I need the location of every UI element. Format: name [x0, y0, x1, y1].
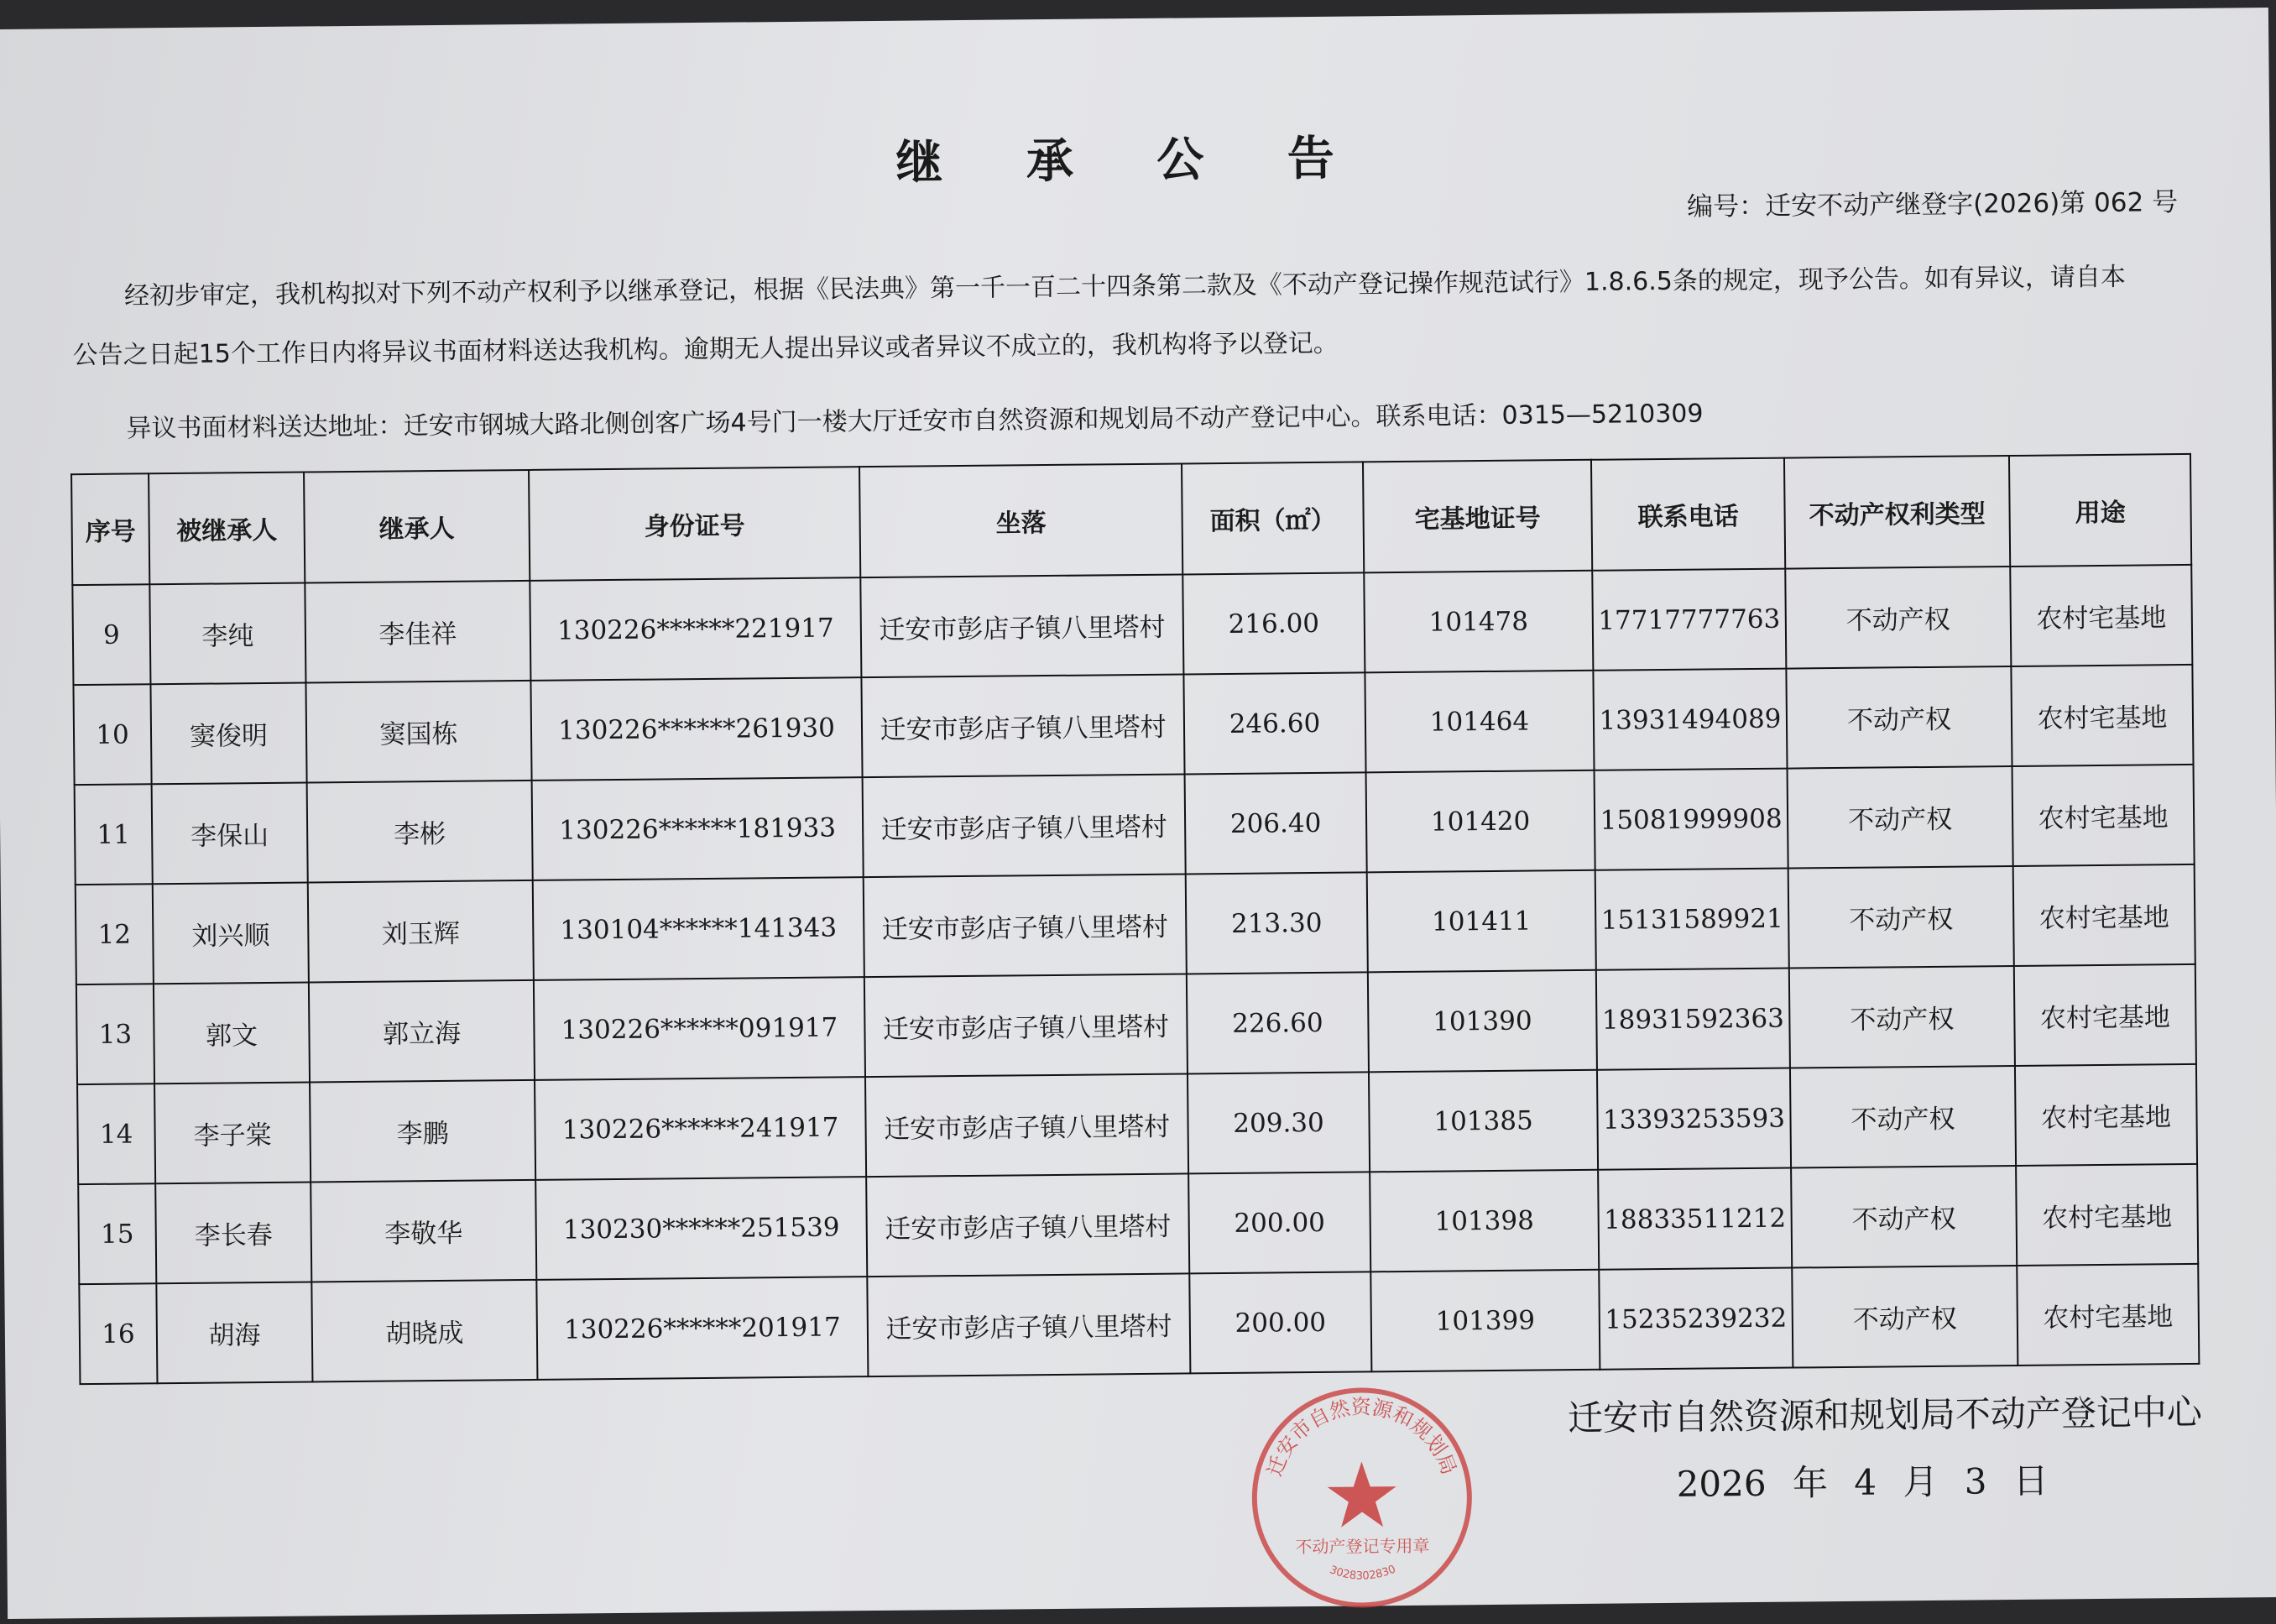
column-header: 面积（㎡） — [1182, 462, 1364, 574]
table-cell: 李佳祥 — [305, 581, 530, 683]
table-cell: 130104******141343 — [533, 877, 864, 980]
table-cell: 130226******201917 — [536, 1277, 868, 1380]
table-cell: 李保山 — [152, 783, 308, 885]
table-cell: 农村宅基地 — [2012, 765, 2195, 866]
table-cell: 刘玉辉 — [308, 880, 534, 983]
table-cell: 不动产权 — [1792, 1266, 2018, 1368]
column-header: 用途 — [2009, 454, 2191, 567]
table-cell: 9 — [72, 584, 150, 685]
table-cell: 14 — [77, 1084, 155, 1184]
table-cell: 130226******091917 — [534, 977, 865, 1080]
table-cell: 226.60 — [1187, 972, 1369, 1073]
table-cell: 13 — [76, 984, 154, 1084]
table-cell: 迁安市彭店子镇八里塔村 — [864, 874, 1187, 977]
table-cell: 不动产权 — [1788, 866, 2014, 969]
table-cell: 213.30 — [1186, 872, 1368, 974]
table-cell: 206.40 — [1185, 772, 1367, 874]
table-cell: 李长春 — [155, 1182, 311, 1283]
column-header: 被继承人 — [149, 473, 305, 585]
table-row — [79, 1264, 2199, 1384]
table-cell: 不动产权 — [1786, 666, 2012, 769]
seal-graphic — [1248, 1383, 1477, 1612]
table-cell: 15081999908 — [1595, 769, 1788, 870]
table-cell: 11 — [75, 784, 153, 885]
table-cell: 130226******221917 — [530, 577, 861, 681]
table-cell: 200.00 — [1188, 1172, 1370, 1273]
table-cell: 迁安市彭店子镇八里塔村 — [861, 674, 1184, 777]
table-cell: 农村宅基地 — [2016, 1164, 2198, 1266]
table-cell: 李彬 — [307, 781, 533, 883]
table-cell: 101390 — [1368, 970, 1597, 1073]
column-header: 序号 — [71, 473, 149, 585]
table-cell: 17717777763 — [1592, 569, 1786, 671]
table-cell: 101385 — [1369, 1070, 1598, 1172]
table-cell: 农村宅基地 — [2015, 1064, 2197, 1166]
seal-ring — [1254, 1389, 1470, 1606]
table-cell: 13931494089 — [1593, 669, 1787, 770]
table-cell: 130226******241917 — [535, 1077, 866, 1180]
table-cell: 李鹏 — [310, 1080, 535, 1183]
table-cell: 不动产权 — [1791, 1166, 2017, 1268]
table-cell: 246.60 — [1183, 672, 1365, 774]
table-cell: 200.00 — [1189, 1272, 1371, 1373]
table-cell: 130226******261930 — [530, 677, 862, 781]
table-cell: 郭立海 — [309, 980, 535, 1083]
table-cell: 农村宅基地 — [2017, 1264, 2199, 1366]
table-cell: 李敬华 — [311, 1180, 536, 1282]
table-cell: 迁安市彭店子镇八里塔村 — [865, 1073, 1188, 1177]
table-cell: 不动产权 — [1788, 766, 2013, 869]
table-cell: 13393253593 — [1597, 1068, 1791, 1170]
notice-document — [0, 8, 2276, 1619]
table-cell: 130230******251539 — [535, 1177, 867, 1280]
issuing-organization: 迁安市自然资源和规划局不动产登记中心 — [1567, 1391, 2203, 1439]
table-cell: 胡海 — [156, 1282, 312, 1383]
table-cell: 130226******181933 — [532, 777, 864, 880]
table-cell: 迁安市彭店子镇八里塔村 — [864, 974, 1188, 1077]
table-cell: 农村宅基地 — [2014, 964, 2196, 1066]
table-cell: 10 — [73, 684, 151, 785]
table-cell: 18931592363 — [1596, 969, 1790, 1070]
seal-bottom-text: 不动产登记专用章 — [1295, 1535, 1430, 1558]
table-cell: 209.30 — [1188, 1072, 1370, 1173]
table-cell: 101420 — [1366, 770, 1595, 873]
table-cell: 16 — [79, 1283, 157, 1384]
issue-date: 2026 年 4 月 3 日 — [1676, 1460, 2049, 1505]
table-cell: 迁安市彭店子镇八里塔村 — [866, 1173, 1189, 1277]
table-cell: 窦俊明 — [150, 683, 306, 785]
table-header-row — [71, 454, 2191, 585]
table-cell: 迁安市彭店子镇八里塔村 — [867, 1273, 1190, 1376]
star-icon — [1327, 1461, 1396, 1527]
table-cell: 12 — [76, 884, 154, 984]
table-cell: 农村宅基地 — [2010, 565, 2192, 666]
table-cell: 刘兴顺 — [153, 882, 309, 984]
column-header: 不动产权利类型 — [1784, 456, 2010, 569]
table-cell: 农村宅基地 — [2011, 665, 2193, 766]
table-cell: 15 — [78, 1183, 156, 1284]
table-cell: 101464 — [1365, 671, 1594, 773]
document-title: 继 承 公 告 — [895, 131, 1369, 191]
table-cell: 15235239232 — [1599, 1268, 1793, 1370]
table-cell: 李子棠 — [154, 1082, 311, 1183]
table-cell: 101411 — [1367, 870, 1596, 973]
official-seal — [1248, 1383, 1477, 1612]
table-cell: 李纯 — [149, 583, 305, 685]
table-cell: 101398 — [1370, 1170, 1599, 1272]
column-header: 联系电话 — [1591, 458, 1785, 571]
inheritance-table — [70, 453, 2200, 1385]
column-header: 身份证号 — [529, 467, 860, 581]
table-cell: 迁安市彭店子镇八里塔村 — [860, 574, 1183, 677]
table-cell: 18833511212 — [1598, 1168, 1792, 1270]
table-cell: 迁安市彭店子镇八里塔村 — [863, 774, 1186, 877]
table-cell: 胡晓成 — [311, 1280, 537, 1382]
table-cell: 郭文 — [154, 982, 310, 1084]
column-header: 宅基地证号 — [1363, 460, 1592, 573]
table-cell: 窦国栋 — [305, 681, 531, 783]
notice-paragraph: 经初步审定，我机构拟对下列不动产权利予以继承登记，根据《民法典》第一千一百二十四条第二款及《不动产登记操作规范试行》1.8.6.5条的规定，现予公告。如有异议，请自本公告之日起15个工作日内将异议书面材料送达我机构。逾期无人提出异议或者异议不成立的，我机构将予以登记。 — [72, 262, 2127, 371]
table-cell: 101399 — [1370, 1270, 1600, 1372]
seal-code: 3028302830 — [1328, 1563, 1398, 1583]
column-header: 继承人 — [304, 470, 530, 583]
table-cell: 不动产权 — [1789, 966, 2015, 1068]
seal-top-text: 迁安市自然资源和规划局 — [1262, 1395, 1461, 1480]
table-cell: 216.00 — [1182, 572, 1365, 674]
objection-address: 异议书面材料送达地址：迁安市钢城大路北侧创客广场4号门一楼大厅迁安市自然资源和规划局不动产登记中心。联系电话：0315—5210309 — [126, 399, 1704, 444]
table-cell: 15131589921 — [1595, 869, 1789, 970]
table-cell: 不动产权 — [1785, 567, 2011, 669]
table-cell: 农村宅基地 — [2013, 864, 2195, 966]
document-number: 编号：迁安不动产继登字(2026)第 062 号 — [1686, 187, 2179, 222]
table-cell: 101478 — [1364, 571, 1593, 673]
column-header: 坐落 — [859, 463, 1182, 577]
table-cell: 不动产权 — [1790, 1066, 2016, 1168]
